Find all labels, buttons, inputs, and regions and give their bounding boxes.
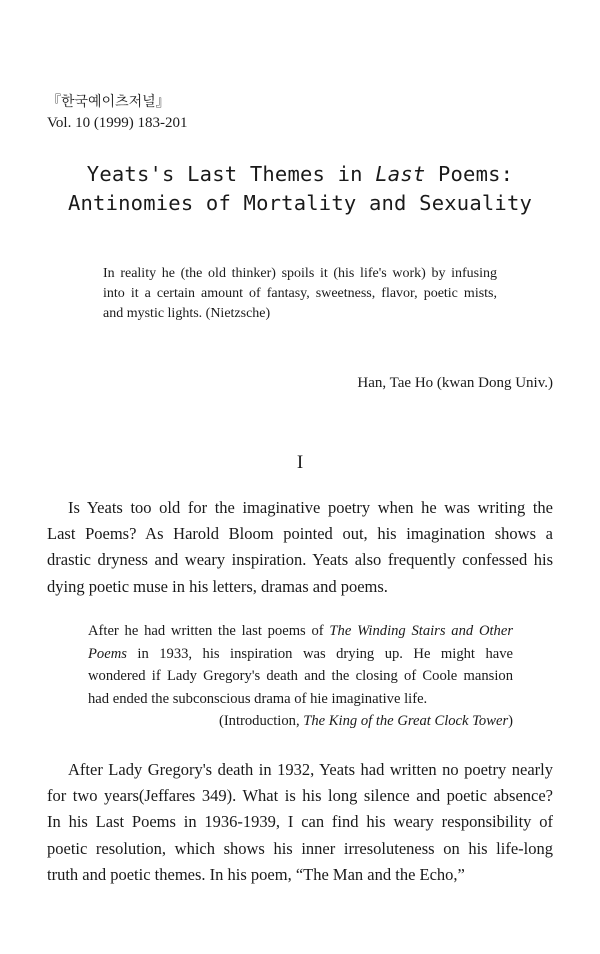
quote-text: in 1933, his inspiration was drying up. He might have <box>126 645 513 662</box>
title-text-post: Poems: <box>425 162 514 186</box>
author-affiliation: Han, Tae Ho (kwan Dong Univ.) <box>357 375 553 391</box>
paragraph-line: truth and poetic themes. In his poem, “The Man and the Echo,” <box>47 864 465 884</box>
citation-text: (Introduction, <box>218 713 304 729</box>
article-title-line-1 <box>0 158 600 190</box>
quote-line: had ended the subconscious drama of hie imaginative life. <box>88 690 428 707</box>
paragraph-line: In his Last Poems in 1936-1939, I can find his weary responsibility of <box>47 812 553 832</box>
block-quote <box>88 620 513 710</box>
paragraph-line: poetic resolution, which shows his inner irresoluteness on his life-long <box>47 838 553 858</box>
quote-line <box>88 643 513 666</box>
paragraph-line: for two years(Jeffares 349). What is his long silence and poetic absence? <box>47 786 553 806</box>
epigraph-line: into it a certain amount of fantasy, sweetness, flavor, poetic mists, <box>103 286 497 301</box>
volume-info: Vol. 10 (1999) 183-201 <box>47 115 188 131</box>
paragraph-line: Last Poems? As Harold Bloom pointed out, his imagination shows a <box>47 524 553 544</box>
section-heading: I <box>296 452 304 473</box>
paragraph-2 <box>47 757 553 888</box>
quote-line <box>88 620 513 643</box>
journal-name: 『한국예이츠저널』 <box>47 94 170 110</box>
citation-text: ) <box>508 713 513 729</box>
epigraph <box>103 264 497 324</box>
epigraph-line: In reality he (the old thinker) spoils it (his life's work) by infusing <box>103 266 497 281</box>
paragraph-line: dying poetic muse in his letters, dramas and poems. <box>47 576 388 596</box>
paragraph-1 <box>47 495 553 600</box>
paragraph-line: After Lady Gregory's death in 1932, Yeats had written no poetry nearly <box>68 760 553 779</box>
article-title-line-2: Antinomies of Mortality and Sexuality <box>67 191 533 215</box>
title-text-pre: Yeats's Last Themes in <box>86 162 376 186</box>
paragraph-line: drastic dryness and weary inspiration. Yeats also frequently confessed his <box>47 550 553 570</box>
quote-line: wondered if Lady Gregory's death and the closing of Coole mansion <box>88 668 513 684</box>
citation-italic-title: The King of the Great Clock Tower <box>303 713 509 729</box>
quote-text: After he had written the last poems of <box>88 623 330 639</box>
epigraph-line: and mystic lights. (Nietzsche) <box>103 306 271 321</box>
quote-citation <box>219 710 513 732</box>
quote-italic-title: The Winding Stairs and Other <box>329 623 514 639</box>
quote-italic-title: Poems <box>88 645 127 662</box>
paragraph-line: Is Yeats too old for the imaginative poetry when he was writing the <box>68 498 553 517</box>
title-text-italic: Last <box>375 162 426 186</box>
